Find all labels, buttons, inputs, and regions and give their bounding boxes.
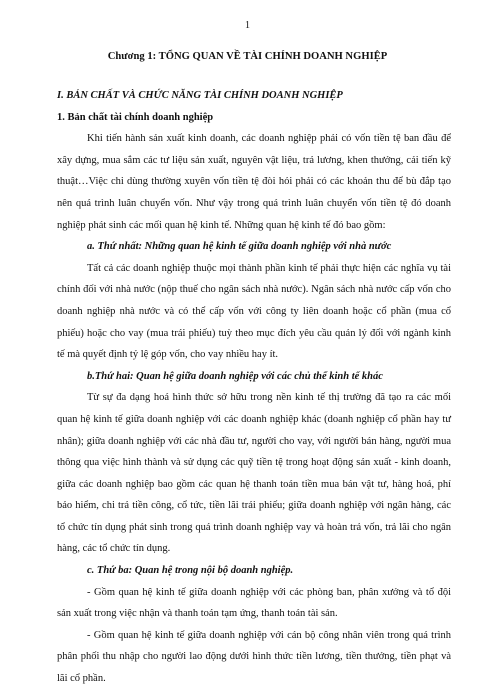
- paragraph-internal-departments: - Gồm quan hệ kinh tế giữa doanh nghiệp với các phòng ban, phân xưởng và tổ đội sản xuất trong việc nhận và thanh toán tạm ứng, thanh toán tài sản.: [57, 586, 451, 620]
- heading-state-relations: a. Thứ nhất: Những quan hệ kinh tế giữa doanh nghiệp với nhà nước: [87, 241, 392, 253]
- chapter-title: Chương 1: TỔNG QUAN VỀ TÀI CHÍNH DOANH NGHIỆP: [107, 51, 388, 62]
- paragraph-other-entities: Từ sự đa dạng hoá hình thức sở hữu trong nền kinh tế thị trường đã tạo ra các mối quan hệ kinh tế giữa doanh nghiệp với các doanh nghiệp khác (doanh nghiệp cổ phần hay tư nhân); giữa doanh nghiệp với các nhà đầu tư, người cho vay, với người bán hàng, người mua thông qua việc hình thành và sử dụng các quỹ tiền tệ trong hoạt động sản xuất - kinh doanh, giữa các doanh nghiệp bao gồm các quan hệ thanh toán tiền mua bán vật tư, hàng hoá, phí bảo hiểm, chi trả tiền công, cổ tức, tiền lãi trái phiếu; giữa doanh nghiệp với ngân hàng, các tổ chức tín dụng phát sinh trong quá trình doanh nghiệp vay và hoàn trả vốn, trả lãi cho ngân hàng, các tổ chức tín dụng.: [57, 392, 451, 555]
- document-body: [57, 85, 451, 690]
- paragraph-intro: Khi tiến hành sản xuất kinh doanh, các doanh nghiệp phải có vốn tiền tệ ban đầu để xây dựng, mua sắm các tư liệu sản xuất, nguyên vật liệu, trả lương, khen thưởng, cải tiến kỹ thuật…Việc chi dùng thường xuyên vốn tiền tệ đòi hỏi phải có các khoản thu để bù đắp tạo nên quá trình luân chuyển vốn. Như vậy trong quá trình luân chuyển vốn tiền tệ đó doanh nghiệp phát sinh các mối quan hệ kinh tế. Những quan hệ kinh tế đó bao gồm:: [57, 133, 451, 231]
- heading-other-entities: b.Thứ hai: Quan hệ giữa doanh nghiệp với các chủ thể kinh tế khác: [87, 370, 383, 382]
- paragraph-state-relations: Tất cả các doanh nghiệp thuộc mọi thành phần kinh tế phải thực hiện các nghĩa vụ tài chính đối với nhà nước (nộp thuế cho ngân sách nhà nước). Ngân sách nhà nước cấp vốn cho doanh nghiệp nhà nước và có thể cấp vốn với công ty liên doanh hoặc cổ phần (mua cổ phiếu) hoặc cho vay (mua trái phiếu) tuỳ theo mục đích yêu cầu quản lý đối với ngành kinh tế mà quyết định tỷ lệ góp vốn, cho vay nhiều hay ít.: [57, 262, 451, 361]
- heading-internal-relations: c. Thứ ba: Quan hệ trong nội bộ doanh nghiệp.: [87, 565, 294, 577]
- paragraph-internal-employees: - Gồm quan hệ kinh tế giữa doanh nghiệp với cán bộ công nhân viên trong quá trình phân phối thu nhập cho người lao động dưới hình thức tiền lương, tiền thưởng, tiền phạt và lãi cổ phần.: [57, 629, 451, 685]
- subsection-heading: 1. Bản chất tài chính doanh nghiệp: [57, 111, 214, 123]
- section-heading: I. BẢN CHẤT VÀ CHỨC NĂNG TÀI CHÍNH DOANH NGHIỆP: [57, 90, 343, 101]
- page-number: 1: [245, 20, 250, 31]
